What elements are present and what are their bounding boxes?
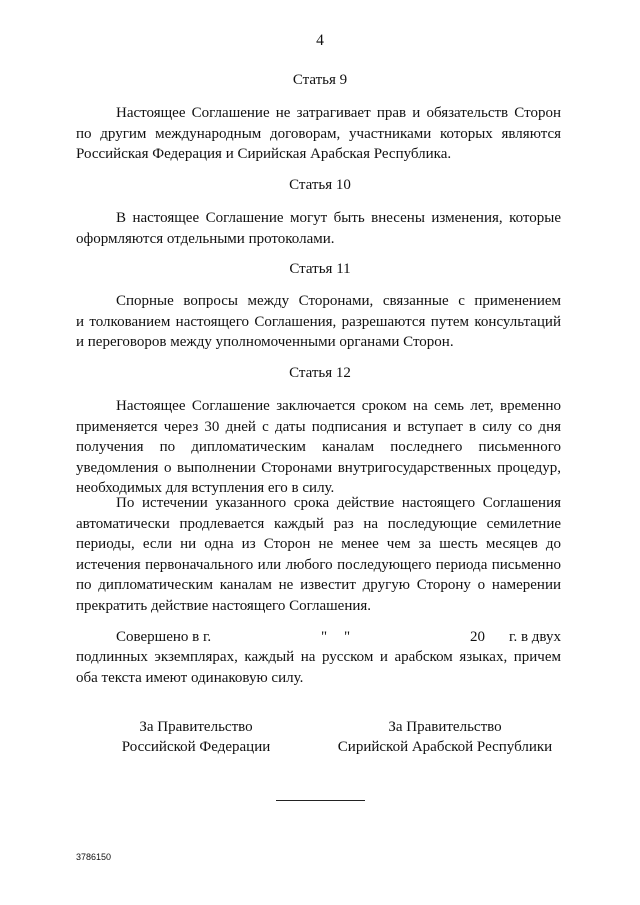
- after-year-text: г. в двух: [509, 629, 561, 645]
- article-11-text: [76, 291, 561, 353]
- article-9-heading: Статья 9: [292, 72, 348, 88]
- text-line: подлинных экземплярах, каждый на русском и арабском языках, причем: [76, 649, 561, 665]
- text-line: периоды, если ни одна из Сторон не менее чем за шесть месяцев до: [76, 536, 561, 552]
- signature-block-russia: [96, 717, 296, 757]
- text-line: Спорные вопросы между Сторонами, связанные с применением: [116, 293, 561, 309]
- signature-line: Российской Федерации: [121, 739, 271, 755]
- text-line: истечения первоначального или любого последующего периода письменно: [76, 556, 561, 573]
- article-9-text: [76, 103, 561, 165]
- text-line: Российская Федерация и Сирийская Арабская Республика.: [76, 146, 452, 162]
- signature-line: Сирийской Арабской Республики: [337, 739, 553, 755]
- article-12-paragraph-1: [76, 396, 561, 499]
- closing-text: [76, 647, 561, 688]
- closing-first-line: [76, 627, 561, 648]
- text-line: оба текста имеют одинаковую силу.: [76, 669, 304, 686]
- year-prefix: 20: [470, 629, 485, 645]
- text-line: по другим международным договорам, участниками которых являются: [76, 125, 561, 142]
- text-line: По истечении указанного срока действие настоящего Соглашения: [116, 495, 561, 511]
- page-number: 4: [316, 32, 324, 49]
- signature-line: За Правительство: [139, 719, 253, 735]
- article-10-text: [76, 208, 561, 249]
- text-line: по дипломатическим каналам не известит другую Сторону о намерении: [76, 577, 561, 593]
- article-12-paragraph-2: [76, 493, 561, 616]
- text-line: уведомления о выполнении Сторонами внутригосударственных процедур,: [76, 459, 561, 476]
- article-12-heading: Статья 12: [289, 365, 351, 381]
- document-code: 3786150: [76, 852, 112, 862]
- text-line: автоматически продлевается каждый раз на последующие семилетние: [76, 515, 561, 532]
- text-line: получения по дипломатическим каналам последнего письменного: [76, 439, 561, 455]
- text-line: Настоящее Соглашение заключается сроком на семь лет, временно: [116, 398, 561, 414]
- done-at-label: Совершено в г.: [116, 629, 212, 645]
- article-11-heading: Статья 11: [289, 261, 351, 277]
- text-line: оформляются отдельными протоколами.: [76, 230, 335, 247]
- signature-line: За Правительство: [388, 719, 502, 735]
- text-line: необходимых для вступления его в силу.: [76, 480, 335, 496]
- text-line: и переговоров между уполномоченными органами Сторон.: [76, 334, 454, 350]
- text-line: и толкованием настоящего Соглашения, разрешаются путем консультаций: [76, 313, 561, 330]
- text-line: Настоящее Соглашение не затрагивает прав и обязательств Сторон: [116, 105, 561, 121]
- end-divider: [276, 800, 365, 801]
- signature-block-syria: [320, 717, 570, 757]
- text-line: В настоящее Соглашение могут быть внесены изменения, которые: [116, 210, 561, 226]
- text-line: прекратить действие настоящего Соглашения.: [76, 597, 372, 614]
- text-line: применяется через 30 дней с даты подписания и вступает в силу со дня: [76, 418, 561, 435]
- date-quote-close: ": [344, 629, 351, 645]
- article-10-heading: Статья 10: [289, 177, 351, 193]
- date-quote-open: ": [321, 629, 328, 645]
